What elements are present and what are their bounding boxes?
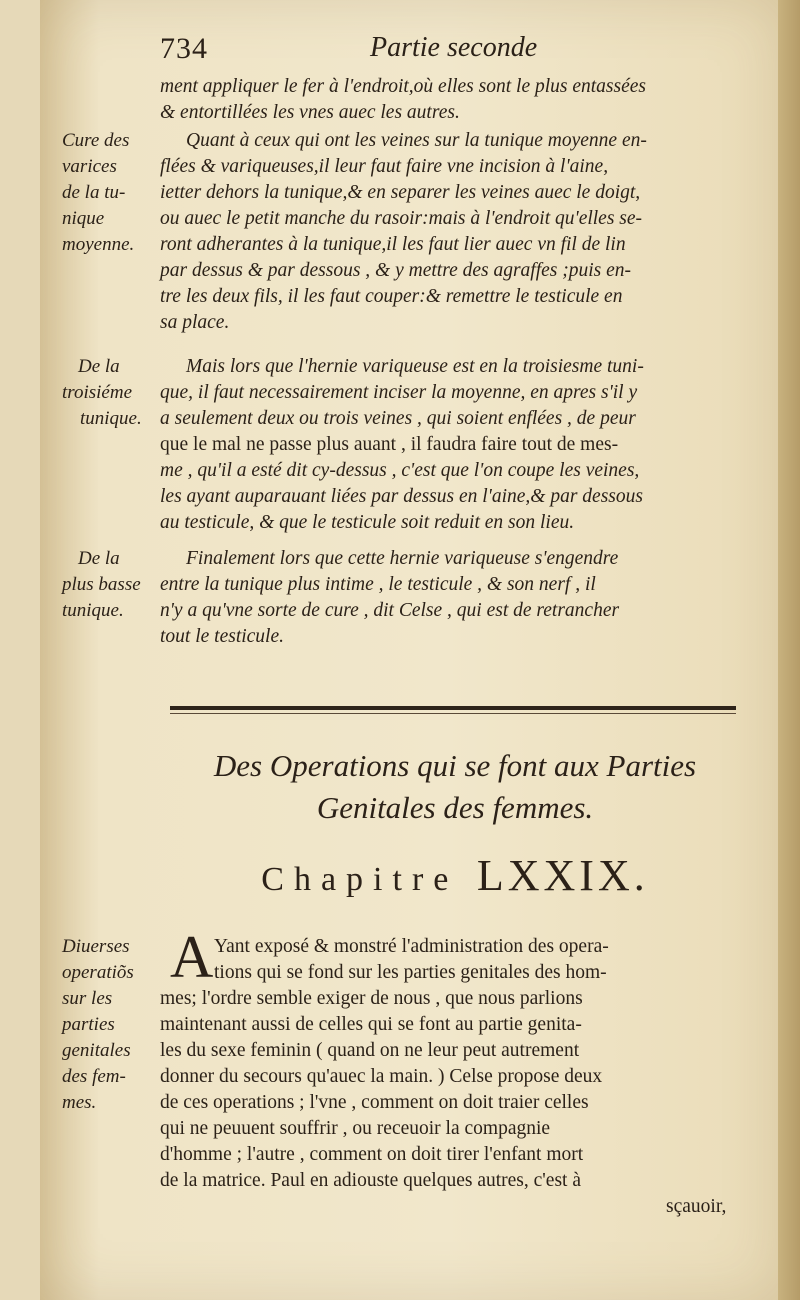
body-line: ront adherantes à la tunique,il les faut lier auec vn fil de lin bbox=[160, 234, 626, 255]
section-rule bbox=[170, 706, 736, 710]
margin-note: De la bbox=[78, 356, 120, 377]
chapter-title bbox=[170, 850, 740, 901]
body-line: par dessus & par dessous , & y mettre des agraffes ;puis en- bbox=[160, 260, 632, 281]
body-line: de la matrice. Paul en adiouste quelques autres, c'est à bbox=[160, 1170, 581, 1191]
body-line: les ayant auparauant liées par dessus en l'aine,& par dessous bbox=[160, 486, 643, 507]
body-line: tions qui se fond sur les parties genitales des hom- bbox=[214, 962, 607, 983]
paragraph-first-line: Yant exposé & monstré l'administration des opera- bbox=[214, 936, 609, 957]
margin-note: tunique. bbox=[80, 408, 142, 429]
body-line: ietter dehors la tunique,& en separer les veines auec le doigt, bbox=[160, 182, 641, 203]
margin-note: Cure des bbox=[62, 130, 130, 151]
body-line: mes; l'ordre semble exiger de nous , que nous parlions bbox=[160, 988, 583, 1009]
body-line: entre la tunique plus intime , le testicule , & son nerf , il bbox=[160, 574, 596, 595]
page-header bbox=[160, 32, 760, 76]
chapter-heading-line1: Des Operations qui se font aux Parties bbox=[213, 748, 697, 783]
paragraph-first-line: Finalement lors que cette hernie variqueuse s'engendre bbox=[186, 548, 619, 569]
body-line: tout le testicule. bbox=[160, 626, 285, 647]
body-line: au testicule, & que le testicule soit reduit en son lieu. bbox=[160, 512, 575, 533]
margin-note: de la tu- bbox=[62, 182, 126, 203]
body-line: sa place. bbox=[160, 312, 230, 333]
drop-cap: A bbox=[170, 924, 214, 990]
body-line: maintenant aussi de celles qui se font au partie genita- bbox=[160, 1014, 582, 1035]
margin-note: des fem- bbox=[62, 1066, 126, 1087]
body-line: ou auec le petit manche du rasoir:mais à l'endroit qu'elles se- bbox=[160, 208, 643, 229]
margin-note: De la bbox=[78, 548, 120, 569]
chapter-label: Chapitre bbox=[261, 861, 459, 898]
page-edge bbox=[778, 0, 800, 1300]
margin-note: Diuerses bbox=[62, 936, 130, 957]
body-line: flées & variqueuses,il leur faut faire vne incision à l'aine, bbox=[160, 156, 609, 177]
body-line: les du sexe feminin ( quand on ne leur peut autrement bbox=[160, 1040, 580, 1061]
margin-note: varices bbox=[62, 156, 117, 177]
body-line: de ces operations ; l'vne , comment on doit traier celles bbox=[160, 1092, 589, 1113]
margin-note: operatiõs bbox=[62, 962, 134, 983]
body-line: tre les deux fils, il les faut couper:& remettre le testicule en bbox=[160, 286, 623, 307]
margin-note: plus basse bbox=[62, 574, 141, 595]
body-line: que, il faut necessairement inciser la moyenne, en apres s'il y bbox=[160, 382, 638, 403]
body-line: me , qu'il a esté dit cy-dessus , c'est que l'on coupe les veines, bbox=[160, 460, 640, 481]
page-number: 734 bbox=[160, 32, 208, 65]
body-line: donner du secours qu'auec la main. ) Celse propose deux bbox=[160, 1066, 603, 1087]
margin-note: mes. bbox=[62, 1092, 97, 1113]
margin-note: parties bbox=[62, 1014, 115, 1035]
body-line: ment appliquer le fer à l'endroit,où elles sont le plus entassées bbox=[160, 76, 647, 97]
body-line: d'homme ; l'autre , comment on doit tirer l'enfant mort bbox=[160, 1144, 584, 1165]
body-line: & entortillées les vnes auec les autres. bbox=[160, 102, 460, 123]
paragraph-first-line: Quant à ceux qui ont les veines sur la tunique moyenne en- bbox=[186, 130, 647, 151]
running-title: Partie seconde bbox=[370, 32, 538, 63]
margin-note: nique bbox=[62, 208, 105, 229]
margin-note: moyenne. bbox=[62, 234, 135, 255]
margin-note: genitales bbox=[62, 1040, 131, 1061]
margin-note: tunique. bbox=[62, 600, 124, 621]
margin-note: sur les bbox=[62, 988, 113, 1009]
body-line: qui ne peuuent souffrir , ou receuoir la compagnie bbox=[160, 1118, 551, 1139]
body-line: a seulement deux ou trois veines , qui soient enflées , de peur bbox=[160, 408, 636, 429]
body-line: que le mal ne passe plus auant , il faudra faire tout de mes- bbox=[160, 434, 619, 455]
body-line: sçauoir, bbox=[666, 1196, 727, 1217]
body-line: n'y a qu'vne sorte de cure , dit Celse , qui est de retrancher bbox=[160, 600, 620, 621]
chapter-number: LXXIX. bbox=[476, 851, 649, 900]
chapter-heading-line2: Genitales des femmes. bbox=[316, 790, 594, 825]
margin-note: troisiéme bbox=[62, 382, 133, 403]
section-rule-thin bbox=[170, 713, 736, 714]
paragraph-first-line: Mais lors que l'hernie variqueuse est en la troisiesme tuni- bbox=[186, 356, 644, 377]
